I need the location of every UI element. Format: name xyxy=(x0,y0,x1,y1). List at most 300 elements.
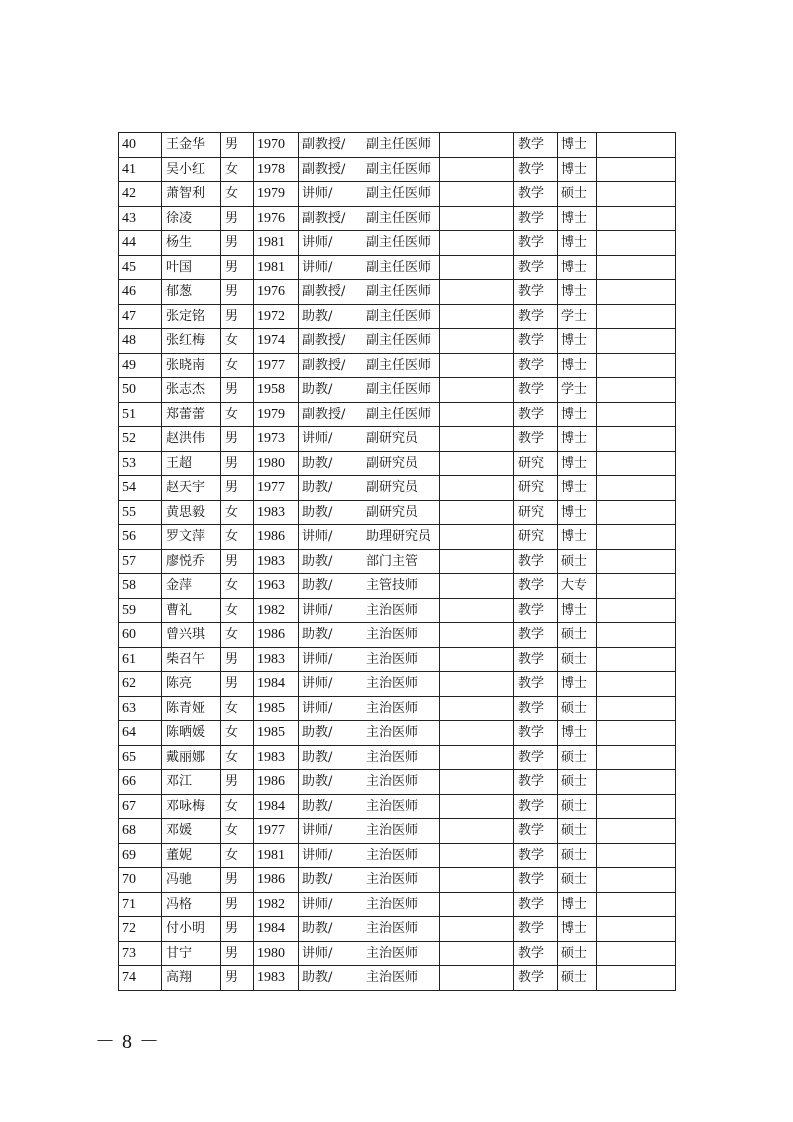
staff-gender: 男 xyxy=(221,770,254,795)
professional-title xyxy=(299,843,440,868)
extra-cell xyxy=(597,721,676,746)
degree: 硕士 xyxy=(558,549,597,574)
work-type: 教学 xyxy=(514,182,558,207)
birth-year: 1958 xyxy=(254,378,299,403)
extra-cell xyxy=(597,476,676,501)
professional-title xyxy=(299,966,440,991)
birth-year: 1983 xyxy=(254,549,299,574)
blank-cell xyxy=(440,231,514,256)
table-row xyxy=(119,157,676,182)
degree: 博士 xyxy=(558,133,597,158)
professional-title xyxy=(299,133,440,158)
clinical-title: 副研究员 xyxy=(366,455,419,471)
birth-year: 1980 xyxy=(254,941,299,966)
extra-cell xyxy=(597,623,676,648)
row-number: 63 xyxy=(119,696,162,721)
teaching-title: 助教/ xyxy=(302,553,333,569)
blank-cell xyxy=(440,353,514,378)
staff-name: 徐凌 xyxy=(162,206,221,231)
degree: 硕士 xyxy=(558,868,597,893)
professional-title xyxy=(299,745,440,770)
clinical-title: 主治医师 xyxy=(366,725,419,741)
teaching-title: 助教/ xyxy=(302,480,333,496)
table-row xyxy=(119,892,676,917)
staff-name: 郁葱 xyxy=(162,280,221,305)
row-number: 49 xyxy=(119,353,162,378)
staff-gender: 女 xyxy=(221,402,254,427)
work-type: 教学 xyxy=(514,917,558,942)
work-type: 教学 xyxy=(514,745,558,770)
staff-gender: 男 xyxy=(221,917,254,942)
birth-year: 1984 xyxy=(254,917,299,942)
staff-gender: 女 xyxy=(221,696,254,721)
staff-gender: 男 xyxy=(221,378,254,403)
blank-cell xyxy=(440,133,514,158)
blank-cell xyxy=(440,329,514,354)
work-type: 教学 xyxy=(514,966,558,991)
birth-year: 1976 xyxy=(254,206,299,231)
teaching-title: 助教/ xyxy=(302,921,333,937)
teaching-title: 副教授/ xyxy=(302,406,346,422)
table-row xyxy=(119,280,676,305)
birth-year: 1970 xyxy=(254,133,299,158)
staff-name: 冯驰 xyxy=(162,868,221,893)
extra-cell xyxy=(597,133,676,158)
degree: 博士 xyxy=(558,402,597,427)
teaching-title: 助教/ xyxy=(302,872,333,888)
staff-name: 柴召午 xyxy=(162,647,221,672)
staff-gender: 男 xyxy=(221,451,254,476)
teaching-title: 副教授/ xyxy=(302,357,346,373)
row-number: 69 xyxy=(119,843,162,868)
degree: 学士 xyxy=(558,378,597,403)
staff-gender: 女 xyxy=(221,623,254,648)
staff-gender: 女 xyxy=(221,329,254,354)
clinical-title: 主治医师 xyxy=(366,847,419,863)
professional-title xyxy=(299,402,440,427)
extra-cell xyxy=(597,280,676,305)
blank-cell xyxy=(440,525,514,550)
blank-cell xyxy=(440,476,514,501)
degree: 博士 xyxy=(558,598,597,623)
clinical-title: 副主任医师 xyxy=(366,406,432,422)
table-row xyxy=(119,819,676,844)
staff-name: 陈亮 xyxy=(162,672,221,697)
staff-name: 罗文萍 xyxy=(162,525,221,550)
table-row xyxy=(119,745,676,770)
degree: 博士 xyxy=(558,255,597,280)
professional-title xyxy=(299,892,440,917)
staff-gender: 女 xyxy=(221,353,254,378)
professional-title xyxy=(299,280,440,305)
staff-name: 赵天宇 xyxy=(162,476,221,501)
teaching-title: 副教授/ xyxy=(302,210,346,226)
table-row xyxy=(119,378,676,403)
row-number: 66 xyxy=(119,770,162,795)
staff-name: 戴丽娜 xyxy=(162,745,221,770)
teaching-title: 讲师/ xyxy=(302,823,333,839)
staff-gender: 女 xyxy=(221,182,254,207)
degree: 博士 xyxy=(558,206,597,231)
degree: 硕士 xyxy=(558,745,597,770)
work-type: 教学 xyxy=(514,304,558,329)
staff-name: 甘宁 xyxy=(162,941,221,966)
table-row xyxy=(119,427,676,452)
professional-title xyxy=(299,672,440,697)
row-number: 53 xyxy=(119,451,162,476)
clinical-title: 副主任医师 xyxy=(366,186,432,202)
blank-cell xyxy=(440,402,514,427)
table-row xyxy=(119,133,676,158)
staff-name: 陈青娅 xyxy=(162,696,221,721)
clinical-title: 部门主管 xyxy=(366,553,419,569)
extra-cell xyxy=(597,182,676,207)
blank-cell xyxy=(440,794,514,819)
clinical-title: 主治医师 xyxy=(366,602,419,618)
extra-cell xyxy=(597,770,676,795)
blank-cell xyxy=(440,574,514,599)
clinical-title: 主治医师 xyxy=(366,774,419,790)
row-number: 45 xyxy=(119,255,162,280)
staff-name: 吴小红 xyxy=(162,157,221,182)
row-number: 59 xyxy=(119,598,162,623)
professional-title xyxy=(299,206,440,231)
table-row xyxy=(119,598,676,623)
blank-cell xyxy=(440,647,514,672)
table-row xyxy=(119,672,676,697)
work-type: 教学 xyxy=(514,353,558,378)
teaching-title: 讲师/ xyxy=(302,700,333,716)
row-number: 50 xyxy=(119,378,162,403)
staff-gender: 男 xyxy=(221,133,254,158)
table-row xyxy=(119,255,676,280)
table-row xyxy=(119,647,676,672)
blank-cell xyxy=(440,623,514,648)
blank-cell xyxy=(440,819,514,844)
clinical-title: 主治医师 xyxy=(366,872,419,888)
work-type: 教学 xyxy=(514,280,558,305)
birth-year: 1983 xyxy=(254,966,299,991)
blank-cell xyxy=(440,280,514,305)
blank-cell xyxy=(440,451,514,476)
extra-cell xyxy=(597,304,676,329)
row-number: 46 xyxy=(119,280,162,305)
teaching-title: 讲师/ xyxy=(302,945,333,961)
table-row xyxy=(119,206,676,231)
row-number: 71 xyxy=(119,892,162,917)
row-number: 62 xyxy=(119,672,162,697)
staff-gender: 女 xyxy=(221,843,254,868)
work-type: 教学 xyxy=(514,623,558,648)
work-type: 研究 xyxy=(514,476,558,501)
extra-cell xyxy=(597,500,676,525)
birth-year: 1984 xyxy=(254,672,299,697)
blank-cell xyxy=(440,941,514,966)
work-type: 教学 xyxy=(514,427,558,452)
staff-gender: 男 xyxy=(221,941,254,966)
clinical-title: 副主任医师 xyxy=(366,259,432,275)
birth-year: 1977 xyxy=(254,819,299,844)
extra-cell xyxy=(597,966,676,991)
staff-gender: 男 xyxy=(221,206,254,231)
extra-cell xyxy=(597,794,676,819)
teaching-title: 助教/ xyxy=(302,774,333,790)
staff-name: 邓江 xyxy=(162,770,221,795)
staff-gender: 女 xyxy=(221,574,254,599)
blank-cell xyxy=(440,598,514,623)
staff-name: 张红梅 xyxy=(162,329,221,354)
extra-cell xyxy=(597,206,676,231)
row-number: 70 xyxy=(119,868,162,893)
table-row xyxy=(119,451,676,476)
professional-title xyxy=(299,770,440,795)
teaching-title: 讲师/ xyxy=(302,651,333,667)
blank-cell xyxy=(440,427,514,452)
birth-year: 1986 xyxy=(254,868,299,893)
teaching-title: 讲师/ xyxy=(302,529,333,545)
work-type: 教学 xyxy=(514,402,558,427)
staff-name: 杨生 xyxy=(162,231,221,256)
degree: 博士 xyxy=(558,451,597,476)
staff-gender: 男 xyxy=(221,868,254,893)
staff-name: 冯格 xyxy=(162,892,221,917)
row-number: 61 xyxy=(119,647,162,672)
table-row xyxy=(119,917,676,942)
work-type: 教学 xyxy=(514,941,558,966)
extra-cell xyxy=(597,451,676,476)
staff-gender: 男 xyxy=(221,647,254,672)
table-row xyxy=(119,574,676,599)
extra-cell xyxy=(597,427,676,452)
degree: 硕士 xyxy=(558,966,597,991)
teaching-title: 助教/ xyxy=(302,382,333,398)
work-type: 教学 xyxy=(514,843,558,868)
extra-cell xyxy=(597,402,676,427)
work-type: 研究 xyxy=(514,500,558,525)
work-type: 教学 xyxy=(514,819,558,844)
degree: 硕士 xyxy=(558,182,597,207)
professional-title xyxy=(299,500,440,525)
birth-year: 1981 xyxy=(254,255,299,280)
row-number: 42 xyxy=(119,182,162,207)
blank-cell xyxy=(440,917,514,942)
clinical-title: 副主任医师 xyxy=(366,137,432,153)
degree: 硕士 xyxy=(558,623,597,648)
clinical-title: 主治医师 xyxy=(366,823,419,839)
degree: 博士 xyxy=(558,157,597,182)
staff-name: 张定铭 xyxy=(162,304,221,329)
row-number: 68 xyxy=(119,819,162,844)
blank-cell xyxy=(440,157,514,182)
teaching-title: 讲师/ xyxy=(302,847,333,863)
blank-cell xyxy=(440,892,514,917)
staff-table xyxy=(118,132,676,991)
birth-year: 1963 xyxy=(254,574,299,599)
staff-name: 廖悦乔 xyxy=(162,549,221,574)
clinical-title: 主管技师 xyxy=(366,578,419,594)
birth-year: 1982 xyxy=(254,598,299,623)
table-row xyxy=(119,500,676,525)
professional-title xyxy=(299,476,440,501)
professional-title xyxy=(299,623,440,648)
staff-name: 王金华 xyxy=(162,133,221,158)
row-number: 74 xyxy=(119,966,162,991)
staff-gender: 女 xyxy=(221,721,254,746)
birth-year: 1983 xyxy=(254,647,299,672)
table-row xyxy=(119,843,676,868)
degree: 博士 xyxy=(558,721,597,746)
teaching-title: 副教授/ xyxy=(302,137,346,153)
teaching-title: 副教授/ xyxy=(302,333,346,349)
staff-name: 金萍 xyxy=(162,574,221,599)
blank-cell xyxy=(440,672,514,697)
teaching-title: 讲师/ xyxy=(302,896,333,912)
teaching-title: 助教/ xyxy=(302,798,333,814)
birth-year: 1986 xyxy=(254,770,299,795)
extra-cell xyxy=(597,696,676,721)
extra-cell xyxy=(597,819,676,844)
birth-year: 1983 xyxy=(254,745,299,770)
clinical-title: 副主任医师 xyxy=(366,235,432,251)
birth-year: 1976 xyxy=(254,280,299,305)
table-row xyxy=(119,549,676,574)
extra-cell xyxy=(597,549,676,574)
row-number: 41 xyxy=(119,157,162,182)
row-number: 54 xyxy=(119,476,162,501)
staff-name: 萧智利 xyxy=(162,182,221,207)
staff-gender: 女 xyxy=(221,500,254,525)
staff-gender: 男 xyxy=(221,476,254,501)
professional-title xyxy=(299,255,440,280)
table-row xyxy=(119,794,676,819)
work-type: 研究 xyxy=(514,525,558,550)
professional-title xyxy=(299,525,440,550)
work-type: 教学 xyxy=(514,696,558,721)
table-body xyxy=(119,133,676,991)
birth-year: 1977 xyxy=(254,476,299,501)
teaching-title: 助教/ xyxy=(302,627,333,643)
staff-gender: 女 xyxy=(221,157,254,182)
birth-year: 1981 xyxy=(254,843,299,868)
blank-cell xyxy=(440,500,514,525)
birth-year: 1974 xyxy=(254,329,299,354)
staff-name: 陈晒媛 xyxy=(162,721,221,746)
degree: 博士 xyxy=(558,280,597,305)
degree: 博士 xyxy=(558,917,597,942)
degree: 学士 xyxy=(558,304,597,329)
table-row xyxy=(119,476,676,501)
row-number: 44 xyxy=(119,231,162,256)
professional-title xyxy=(299,182,440,207)
birth-year: 1979 xyxy=(254,402,299,427)
table-row xyxy=(119,525,676,550)
clinical-title: 主治医师 xyxy=(366,627,419,643)
birth-year: 1983 xyxy=(254,500,299,525)
table-row xyxy=(119,770,676,795)
page-number: － 8 － xyxy=(95,1031,160,1053)
professional-title xyxy=(299,868,440,893)
blank-cell xyxy=(440,255,514,280)
degree: 硕士 xyxy=(558,794,597,819)
degree: 博士 xyxy=(558,353,597,378)
professional-title xyxy=(299,598,440,623)
professional-title xyxy=(299,329,440,354)
extra-cell xyxy=(597,672,676,697)
extra-cell xyxy=(597,157,676,182)
extra-cell xyxy=(597,353,676,378)
staff-gender: 男 xyxy=(221,672,254,697)
professional-title xyxy=(299,304,440,329)
birth-year: 1986 xyxy=(254,525,299,550)
work-type: 教学 xyxy=(514,892,558,917)
professional-title xyxy=(299,549,440,574)
birth-year: 1986 xyxy=(254,623,299,648)
degree: 硕士 xyxy=(558,819,597,844)
blank-cell xyxy=(440,966,514,991)
professional-title xyxy=(299,157,440,182)
birth-year: 1984 xyxy=(254,794,299,819)
work-type: 教学 xyxy=(514,157,558,182)
clinical-title: 主治医师 xyxy=(366,896,419,912)
birth-year: 1979 xyxy=(254,182,299,207)
clinical-title: 副主任医师 xyxy=(366,161,432,177)
extra-cell xyxy=(597,574,676,599)
work-type: 教学 xyxy=(514,574,558,599)
teaching-title: 讲师/ xyxy=(302,259,333,275)
clinical-title: 副主任医师 xyxy=(366,308,432,324)
row-number: 57 xyxy=(119,549,162,574)
row-number: 52 xyxy=(119,427,162,452)
extra-cell xyxy=(597,647,676,672)
work-type: 教学 xyxy=(514,378,558,403)
blank-cell xyxy=(440,549,514,574)
work-type: 教学 xyxy=(514,770,558,795)
extra-cell xyxy=(597,378,676,403)
teaching-title: 助教/ xyxy=(302,725,333,741)
extra-cell xyxy=(597,843,676,868)
clinical-title: 副研究员 xyxy=(366,504,419,520)
clinical-title: 主治医师 xyxy=(366,945,419,961)
table-row xyxy=(119,868,676,893)
row-number: 43 xyxy=(119,206,162,231)
teaching-title: 副教授/ xyxy=(302,161,346,177)
work-type: 教学 xyxy=(514,672,558,697)
degree: 硕士 xyxy=(558,647,597,672)
table-row xyxy=(119,329,676,354)
degree: 博士 xyxy=(558,427,597,452)
row-number: 67 xyxy=(119,794,162,819)
staff-name: 叶国 xyxy=(162,255,221,280)
teaching-title: 讲师/ xyxy=(302,676,333,692)
blank-cell xyxy=(440,721,514,746)
staff-name: 邓媛 xyxy=(162,819,221,844)
row-number: 65 xyxy=(119,745,162,770)
extra-cell xyxy=(597,255,676,280)
table-row xyxy=(119,966,676,991)
staff-name: 赵洪伟 xyxy=(162,427,221,452)
professional-title xyxy=(299,427,440,452)
degree: 博士 xyxy=(558,329,597,354)
work-type: 教学 xyxy=(514,133,558,158)
staff-name: 王超 xyxy=(162,451,221,476)
birth-year: 1973 xyxy=(254,427,299,452)
staff-gender: 男 xyxy=(221,255,254,280)
work-type: 教学 xyxy=(514,329,558,354)
staff-gender: 男 xyxy=(221,231,254,256)
clinical-title: 副主任医师 xyxy=(366,382,432,398)
staff-name: 董妮 xyxy=(162,843,221,868)
row-number: 48 xyxy=(119,329,162,354)
